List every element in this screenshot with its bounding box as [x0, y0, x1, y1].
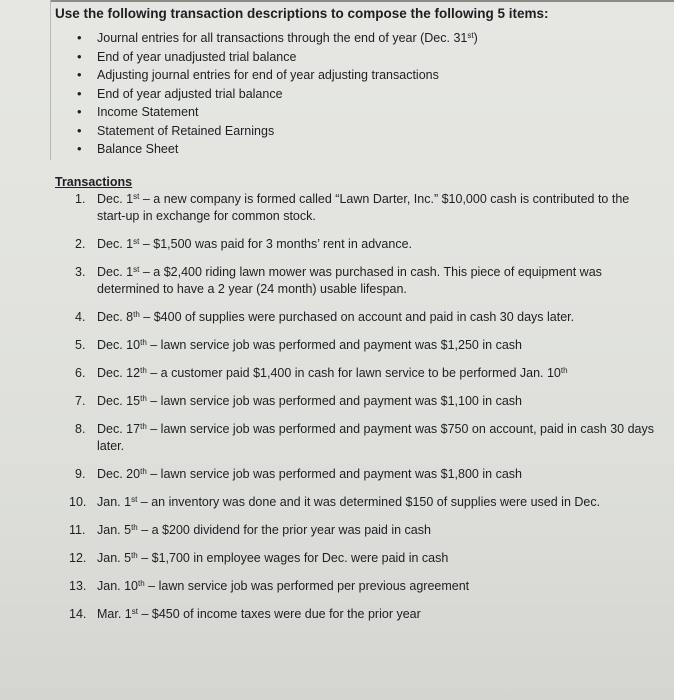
transaction-number: 6. [75, 366, 86, 380]
transaction-number: 7. [75, 394, 86, 408]
transaction-item [69, 578, 655, 595]
transaction-item [75, 466, 655, 483]
deliverable-item [77, 66, 478, 85]
deliverable-item [77, 103, 478, 122]
top-border [50, 0, 674, 2]
ordinal-suffix: st [133, 192, 140, 201]
transaction-text: – $1,700 in employee wages for Dec. were paid in cash [137, 551, 449, 565]
transaction-number: 9. [75, 467, 86, 481]
transaction-text: – lawn service job was performed and payment was $1,100 in cash [146, 394, 522, 408]
transaction-item [69, 606, 655, 623]
ordinal-suffix: th [131, 523, 138, 532]
transaction-date: Jan. 10 [97, 579, 139, 593]
transaction-date: Mar. 1 [97, 607, 132, 621]
ordinal-suffix: st [133, 265, 140, 274]
bullet-icon: • [77, 104, 82, 119]
ordinal-suffix: th [138, 579, 145, 588]
ordinal-suffix: st [133, 237, 140, 246]
transaction-item [75, 393, 655, 410]
deliverable-text-end: ) [473, 31, 478, 45]
transaction-item [69, 494, 655, 511]
deliverable-text: End of year unadjusted trial balance [97, 49, 297, 64]
transaction-item [75, 337, 655, 354]
deliverable-text: End of year adjusted trial balance [97, 86, 283, 101]
deliverable-text: Balance Sheet [97, 142, 179, 156]
bullet-icon: • [77, 141, 82, 156]
transaction-date: Dec. 20 [97, 467, 141, 481]
bullet-icon: • [77, 85, 82, 101]
ordinal-suffix: th [140, 422, 147, 431]
transactions-list [69, 191, 655, 623]
transaction-number: 10. [69, 495, 87, 509]
transaction-date: Dec. 8 [97, 310, 134, 324]
deliverable-item [77, 140, 478, 159]
ordinal-suffix: st [467, 31, 474, 40]
transaction-text: – an inventory was done and it was determined $150 of supplies were used in Dec. [137, 495, 601, 509]
deliverable-text: Adjusting journal entries for end of year adjusting transactions [97, 68, 439, 82]
left-border [50, 0, 51, 160]
transaction-text: – $450 of income taxes were due for the prior year [137, 607, 421, 621]
transaction-date: Dec. 10 [97, 338, 141, 352]
ordinal-suffix: th [140, 366, 147, 375]
transaction-number: 11. [69, 523, 86, 537]
transaction-text: – a customer paid $1,400 in cash for lawn service to be performed Jan. 10 [146, 366, 561, 380]
transaction-number: 13. [69, 579, 87, 593]
deliverable-item [77, 29, 478, 48]
deliverable-text: Statement of Retained Earnings [97, 123, 275, 138]
transaction-date: Dec. 17 [97, 422, 141, 436]
transaction-item [75, 421, 655, 455]
transaction-date: Dec. 1 [97, 265, 134, 279]
transaction-date: Dec. 1 [97, 237, 134, 251]
transaction-item [75, 309, 655, 326]
transaction-number: 3. [75, 265, 86, 279]
transaction-number: 14. [69, 607, 87, 621]
transactions-heading: Transactions [55, 175, 133, 189]
transaction-text: – $1,500 was paid for 3 months’ rent in advance. [139, 237, 412, 251]
ordinal-suffix: st [131, 495, 138, 504]
transaction-number: 12. [69, 551, 87, 565]
ordinal-suffix: th [131, 551, 138, 560]
deliverable-item [77, 85, 478, 104]
transaction-date: Jan. 5 [97, 551, 132, 565]
ordinal-suffix: th [133, 310, 140, 319]
transaction-number: 2. [75, 237, 86, 251]
bullet-icon: • [77, 48, 82, 64]
transaction-text: – a new company is formed called “Lawn Darter, Inc.” $10,000 cash is contributed to the start-up in exchange for common stock. [97, 192, 630, 223]
transaction-date: Jan. 1 [97, 495, 132, 509]
instructions-heading: Use the following transaction descriptions to compose the following 5 items: [55, 6, 549, 21]
bullet-icon: • [77, 122, 82, 138]
transaction-text: – a $200 dividend for the prior year was paid in cash [137, 523, 431, 537]
transaction-number: 5. [75, 338, 86, 352]
transaction-item [75, 365, 655, 382]
bullet-icon: • [77, 67, 82, 82]
ordinal-suffix: th [140, 394, 147, 403]
ordinal-suffix: st [131, 607, 138, 616]
ordinal-suffix: th [560, 366, 568, 375]
transaction-item [75, 191, 655, 225]
transaction-text: – $400 of supplies were purchased on account and paid in cash 30 days later. [139, 310, 575, 324]
deliverables-list [77, 29, 478, 159]
transaction-text: – lawn service job was performed and payment was $750 on account, paid in cash 30 days later. [97, 422, 655, 453]
transaction-date: Dec. 1 [97, 192, 134, 206]
deliverable-item [77, 48, 478, 67]
transaction-number: 4. [75, 310, 86, 324]
transaction-text: – lawn service job was performed and payment was $1,800 in cash [146, 467, 522, 481]
ordinal-suffix: th [140, 467, 147, 476]
deliverable-item [77, 122, 478, 141]
transaction-item [69, 522, 655, 539]
transaction-text: – lawn service job was performed per previous agreement [144, 579, 470, 593]
ordinal-suffix: th [140, 338, 147, 347]
transaction-text: – a $2,400 riding lawn mower was purchased in cash. This piece of equipment was determined to have a 2 year (24 month) usable lifespan. [97, 265, 602, 296]
transaction-date: Dec. 15 [97, 394, 141, 408]
transaction-text: – lawn service job was performed and payment was $1,250 in cash [146, 338, 522, 352]
transaction-number: 1. [75, 192, 86, 206]
deliverable-text: Journal entries for all transactions through the end of year (Dec. 31 [97, 31, 468, 45]
transaction-number: 8. [75, 422, 86, 436]
bullet-icon: • [77, 30, 82, 45]
transaction-item [75, 264, 655, 298]
transaction-date: Dec. 12 [97, 366, 141, 380]
deliverable-text: Income Statement [97, 105, 199, 119]
transaction-item [69, 550, 655, 567]
transaction-item [75, 236, 655, 253]
transaction-date: Jan. 5 [97, 523, 132, 537]
